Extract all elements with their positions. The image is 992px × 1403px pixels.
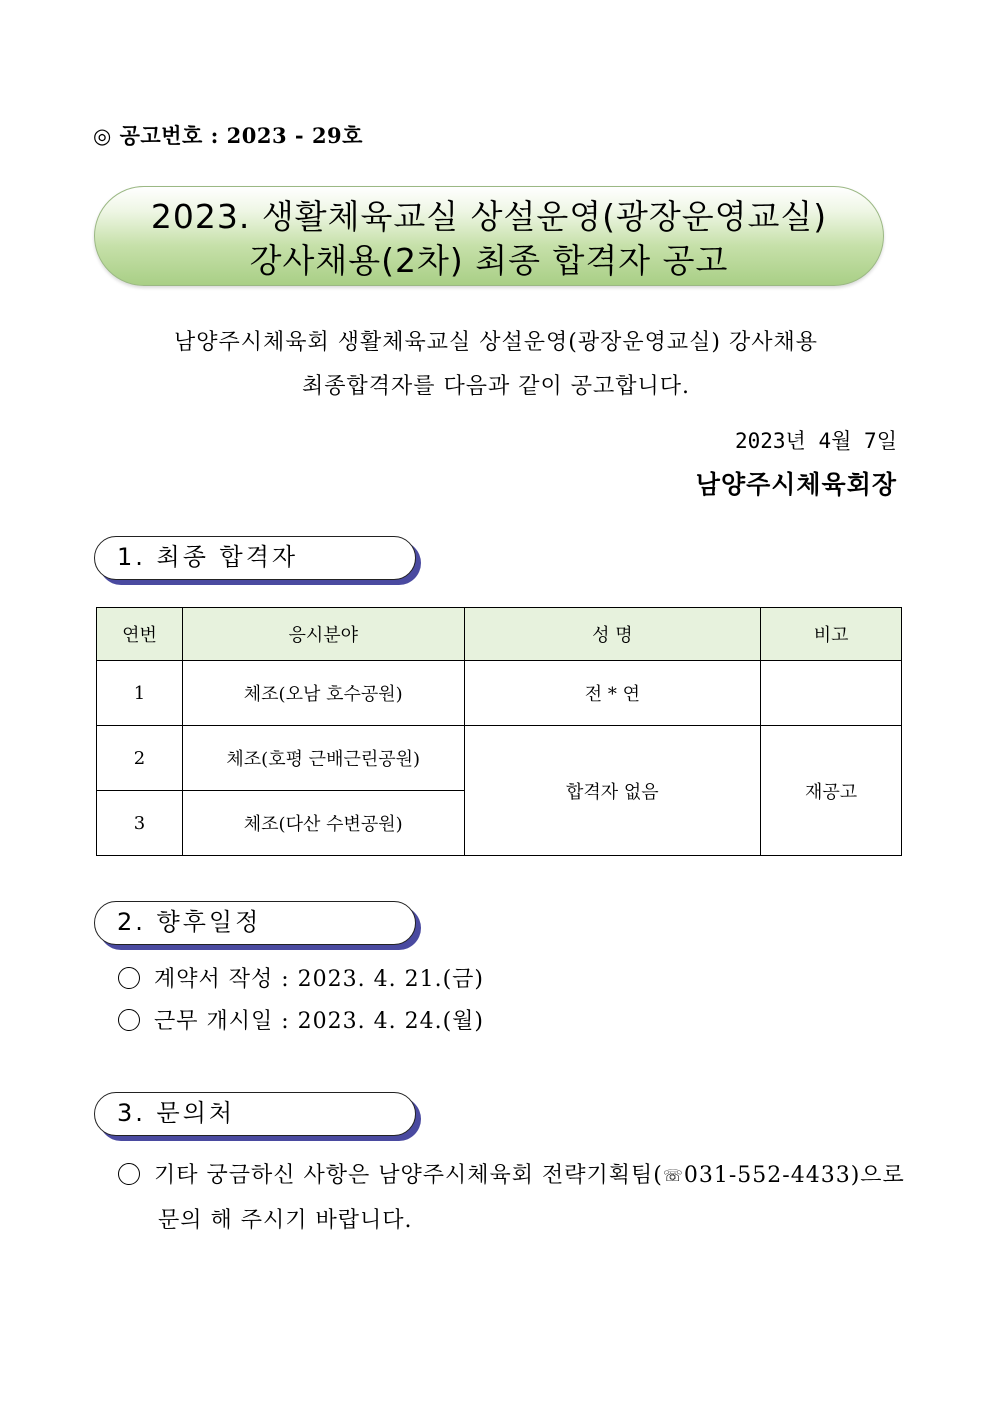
cell-note: [761, 661, 902, 726]
schedule-item-start: 근무 개시일 : 2023. 4. 24.(월): [154, 1009, 485, 1034]
cell-no: 3: [97, 791, 183, 856]
contact-line-1: [118, 1158, 905, 1189]
circle-bullet-icon: [118, 967, 140, 989]
double-circle-icon: ◎: [93, 123, 112, 148]
schedule-item-contract: 계약서 작성 : 2023. 4. 21.(금): [154, 967, 485, 992]
title-line-2: 강사채용(2차) 최종 합격자 공고: [249, 241, 729, 280]
list-item: [118, 962, 484, 993]
cell-no: 1: [97, 661, 183, 726]
contact-line-2: 문의 해 주시기 바랍니다.: [158, 1208, 413, 1233]
cell-field: 체조(다산 수변공원): [182, 791, 464, 856]
list-item: [118, 1004, 484, 1035]
announcement-date: 2023년 4월 7일: [734, 429, 897, 453]
table-row: [97, 726, 902, 791]
circle-bullet-icon: [118, 1163, 140, 1185]
cell-name-merged: 합격자 없음: [464, 726, 761, 856]
header-name: 성 명: [464, 608, 761, 661]
contact-text-before: 기타 궁금하신 사항은 남양주시체육회 전략기획팀(: [154, 1163, 663, 1188]
title-banner: [94, 186, 884, 286]
header-no: 연번: [97, 608, 183, 661]
notice-number-label: 공고번호 : 2023 - 29호: [119, 123, 363, 148]
results-table: [96, 607, 902, 856]
cell-field: 체조(오남 호수공원): [182, 661, 464, 726]
section-heading-schedule: 2. 향후일정: [94, 901, 416, 945]
table-row: [97, 661, 902, 726]
section-heading-final-passers: 1. 최종 합격자: [94, 536, 416, 580]
cell-name: 전 * 연: [464, 661, 761, 726]
intro-line-2: 최종합격자를 다음과 같이 공고합니다.: [301, 374, 690, 399]
cell-no: 2: [97, 726, 183, 791]
contact-phone: 031-552-4433)으로: [683, 1163, 905, 1188]
header-note: 비고: [761, 608, 902, 661]
header-field: 응시분야: [182, 608, 464, 661]
intro-line-1: 남양주시체육회 생활체육교실 상설운영(광장운영교실) 강사채용: [174, 330, 818, 355]
cell-field: 체조(호평 근배근린공원): [182, 726, 464, 791]
phone-icon: ☏: [662, 1166, 684, 1185]
title-line-1: 2023. 생활체육교실 상설운영(광장운영교실): [150, 197, 828, 236]
circle-bullet-icon: [118, 1009, 140, 1031]
section-heading-contact: 3. 문의처: [94, 1092, 416, 1136]
organization-signature: 남양주시체육회장: [695, 470, 897, 499]
cell-note-merged: 재공고: [761, 726, 902, 856]
table-header-row: [97, 608, 902, 661]
notice-number: [93, 120, 363, 150]
